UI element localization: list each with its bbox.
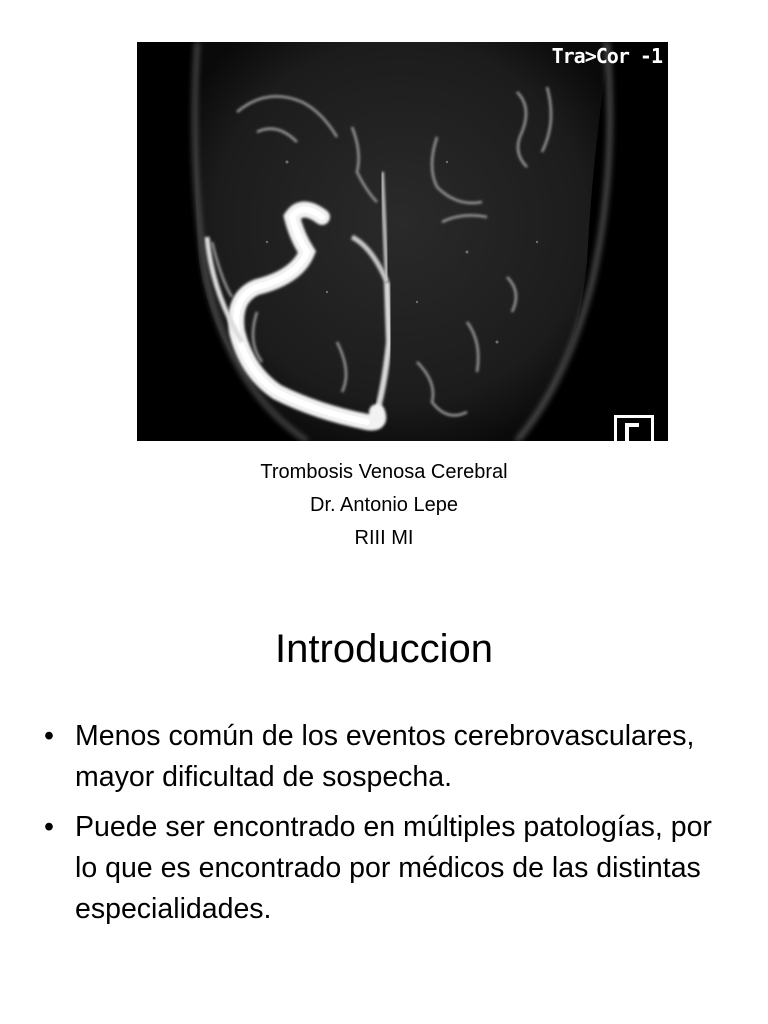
bullet-text: Puede ser encontrado en múltiples patologías, por lo que es encontrado por médicos de las distintas especialidades. [75, 811, 712, 925]
cover-role: RIII MI [354, 527, 414, 549]
mri-venogram-drawing [137, 42, 668, 441]
slide-title: Introduccion [275, 627, 493, 671]
bullet-icon: • [44, 720, 54, 752]
bullet-text: Menos común de los eventos cerebrovasculares, mayor dificultad de sospecha. [75, 720, 695, 793]
mri-venogram-image [137, 42, 668, 441]
scan-orientation-label: Tra>Cor -1 [551, 44, 662, 68]
bullet-list [40, 716, 740, 939]
bullet-item [40, 716, 740, 798]
orientation-marker-icon [614, 415, 654, 441]
cover-title: Trombosis Venosa Cerebral [260, 461, 508, 483]
cover-author: Dr. Antonio Lepe [310, 494, 458, 516]
bullet-item [40, 807, 740, 930]
bullet-icon: • [44, 811, 54, 843]
cover-caption [0, 456, 768, 555]
